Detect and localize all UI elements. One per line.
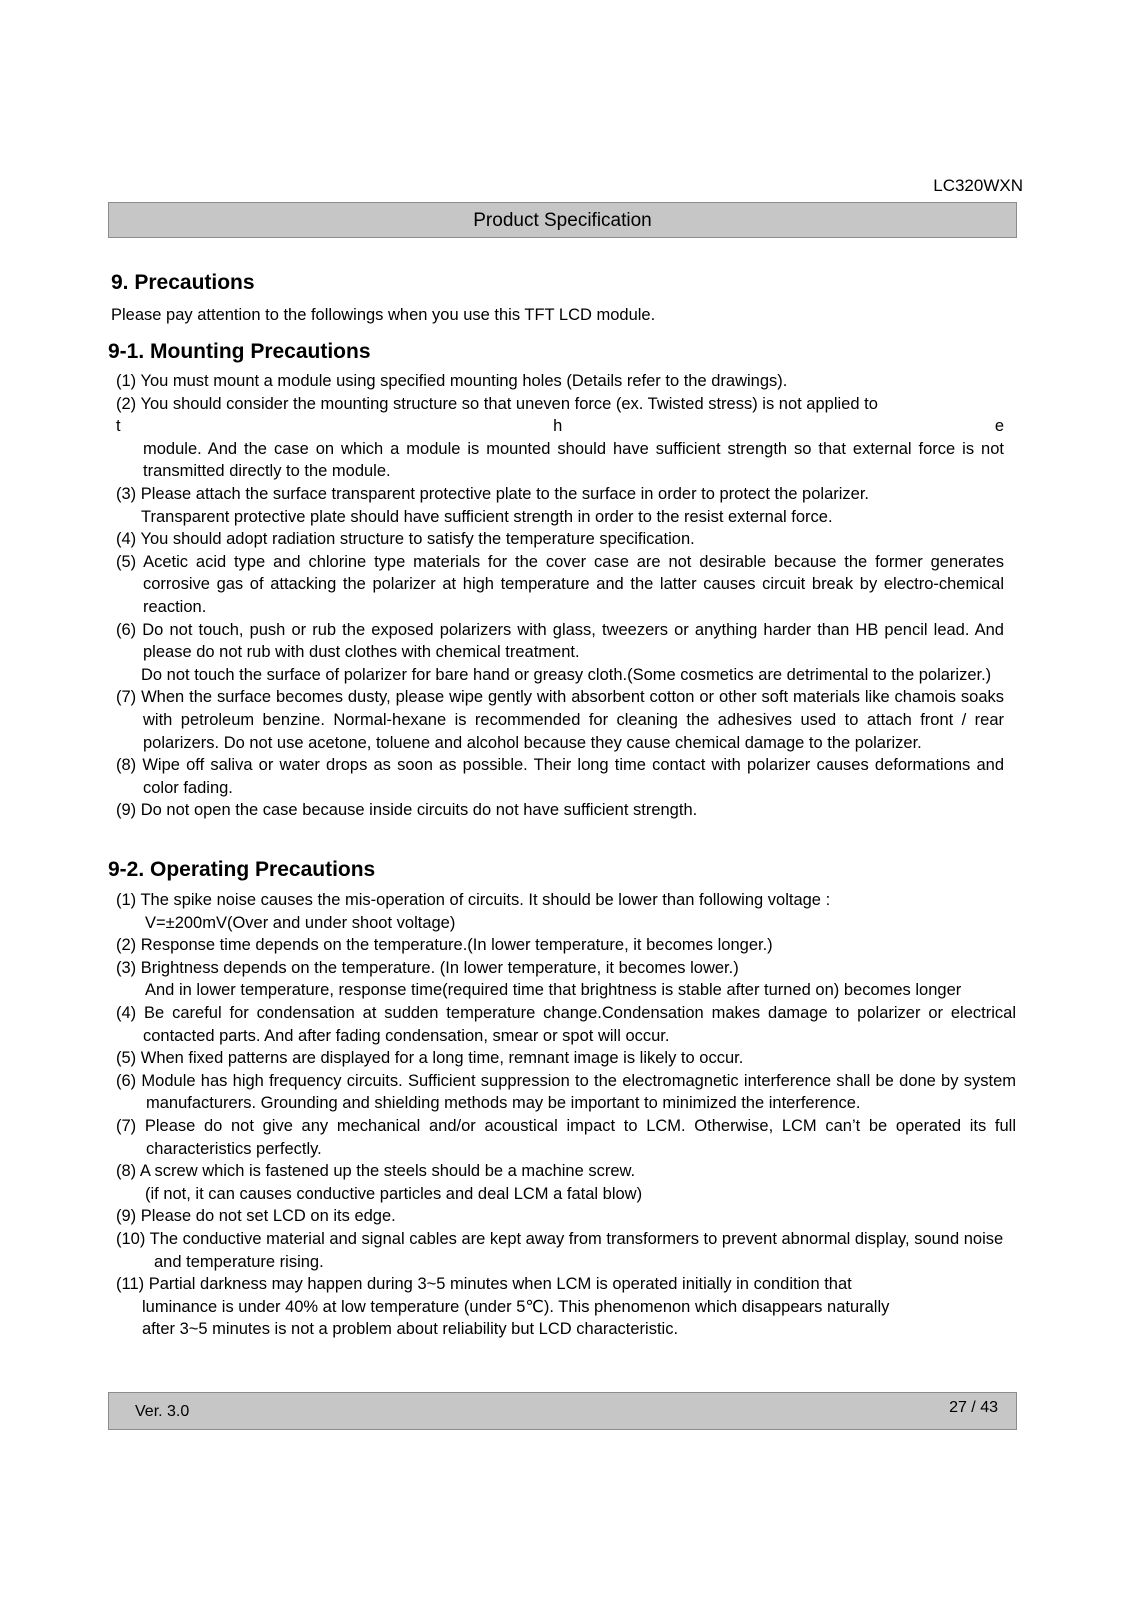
operating-title: 9-2. Operating Precautions [108, 858, 376, 881]
header-bar [108, 202, 1017, 238]
document-title: Product Specification [473, 210, 652, 231]
operating-item-3: (3) Brightness depends on the temperature. (In lower temperature, it becomes lower.) [116, 958, 739, 977]
version-label: Ver. 3.0 [135, 1403, 190, 1420]
model-number: LC320WXN [933, 176, 1023, 195]
operating-item-11: (11) Partial darkness may happen during 3~5 minutes when LCM is operated initially in condition that [116, 1275, 852, 1294]
operating-item-8: (8) A screw which is fastened up the steels should be a machine screw. [116, 1162, 636, 1181]
operating-item-3-note: And in lower temperature, response time(required time that brightness is stable after turned on) becomes longer [145, 981, 962, 1000]
page-number: 27 / 43 [949, 1399, 998, 1416]
mounting-list [116, 370, 1004, 822]
mounting-item-9: (9) Do not open the case because inside circuits do not have sufficient strength. [116, 801, 698, 820]
operating-item-9: (9) Please do not set LCD on its edge. [116, 1207, 396, 1226]
operating-item-6: (6) Module has high frequency circuits. Sufficient suppression to the electromagnetic interference shall be done by system manufacturers. Grounding and shielding methods may be important to minimized the interference. [116, 1071, 1016, 1113]
operating-item-4: (4) Be careful for condensation at sudden temperature change.Condensation makes damage to polarizer or electrical contacted parts. And after fading condensation, smear or spot will occur. [116, 1003, 1016, 1045]
mounting-item-6-note: Do not touch the surface of polarizer for bare hand or greasy cloth.(Some cosmetics are detrimental to the polarizer.) [141, 665, 992, 684]
operating-item-5: (5) When fixed patterns are displayed for a long time, remnant image is likely to occur. [116, 1049, 744, 1068]
section-title: 9. Precautions [111, 271, 255, 294]
operating-item-2: (2) Response time depends on the temperature.(In lower temperature, it becomes longer.) [116, 936, 773, 955]
operating-item-1: (1) The spike noise causes the mis-operation of circuits. It should be lower than following voltage : [116, 891, 831, 909]
mounting-item-2-spread [116, 415, 1004, 438]
operating-item-10: (10) The conductive material and signal cables are kept away from transformers to prevent abnormal display, sound noise and temperature rising. [116, 1229, 1004, 1271]
section-intro: Please pay attention to the followings when you use this TFT LCD module. [111, 306, 656, 324]
mounting-item-8: (8) Wipe off saliva or water drops as soon as possible. Their long time contact with polarizer causes deformations and color fading. [116, 756, 1004, 797]
mounting-item-4: (4) You should adopt radiation structure to satisfy the temperature specification. [116, 530, 695, 549]
mounting-item-2: (2) You should consider the mounting structure so that uneven force (ex. Twisted stress) is not applied to [116, 394, 878, 413]
mounting-title: 9-1. Mounting Precautions [108, 340, 371, 363]
mounting-item-2-rest: module. And the case on which a module is mounted should have sufficient strength so that external force is not transmitted directly to the module. [143, 439, 1004, 481]
operating-list [116, 889, 1016, 1341]
mounting-item-5: (5) Acetic acid type and chlorine type materials for the cover case are not desirable because the former generates corrosive gas of attacking the polarizer at high temperature and the latter causes circuit break by electro-chemical reaction. [116, 552, 1004, 616]
operating-item-11-line3: after 3~5 minutes is not a problem about reliability but LCD characteristic. [142, 1320, 679, 1339]
operating-item-7: (7) Please do not give any mechanical and/or acoustical impact to LCM. Otherwise, LCM can’t be operated its full characteristics perfectly. [116, 1116, 1016, 1158]
spread-char: t [116, 417, 121, 436]
mounting-item-1: (1) You must mount a module using specified mounting holes (Details refer to the drawings). [116, 372, 788, 390]
footer-bar [108, 1392, 1017, 1430]
operating-item-11-line2: luminance is under 40% at low temperature (under 5℃). This phenomenon which disappears naturally [142, 1297, 890, 1316]
spread-char: e [994, 417, 1004, 436]
operating-item-8-note: (if not, it can causes conductive particles and deal LCM a fatal blow) [145, 1184, 643, 1203]
operating-item-1-note: V=±200mV(Over and under shoot voltage) [145, 913, 456, 932]
mounting-item-7: (7) When the surface becomes dusty, please wipe gently with absorbent cotton or other soft materials like chamois soaks with petroleum benzine. Normal-hexane is recommended for cleaning the adhesives used to attach front / rear polarizers. Do not use acetone, toluene and alcohol because they cause chemical damage to the polarizer. [116, 688, 1004, 752]
spread-char: h [553, 417, 563, 436]
mounting-item-6: (6) Do not touch, push or rub the exposed polarizers with glass, tweezers or anything harder than HB pencil lead. And please do not rub with dust clothes with chemical treatment. [116, 620, 1004, 662]
mounting-item-3-note: Transparent protective plate should have sufficient strength in order to the resist external force. [141, 507, 833, 526]
mounting-item-3: (3) Please attach the surface transparent protective plate to the surface in order to protect the polarizer. [116, 484, 869, 503]
